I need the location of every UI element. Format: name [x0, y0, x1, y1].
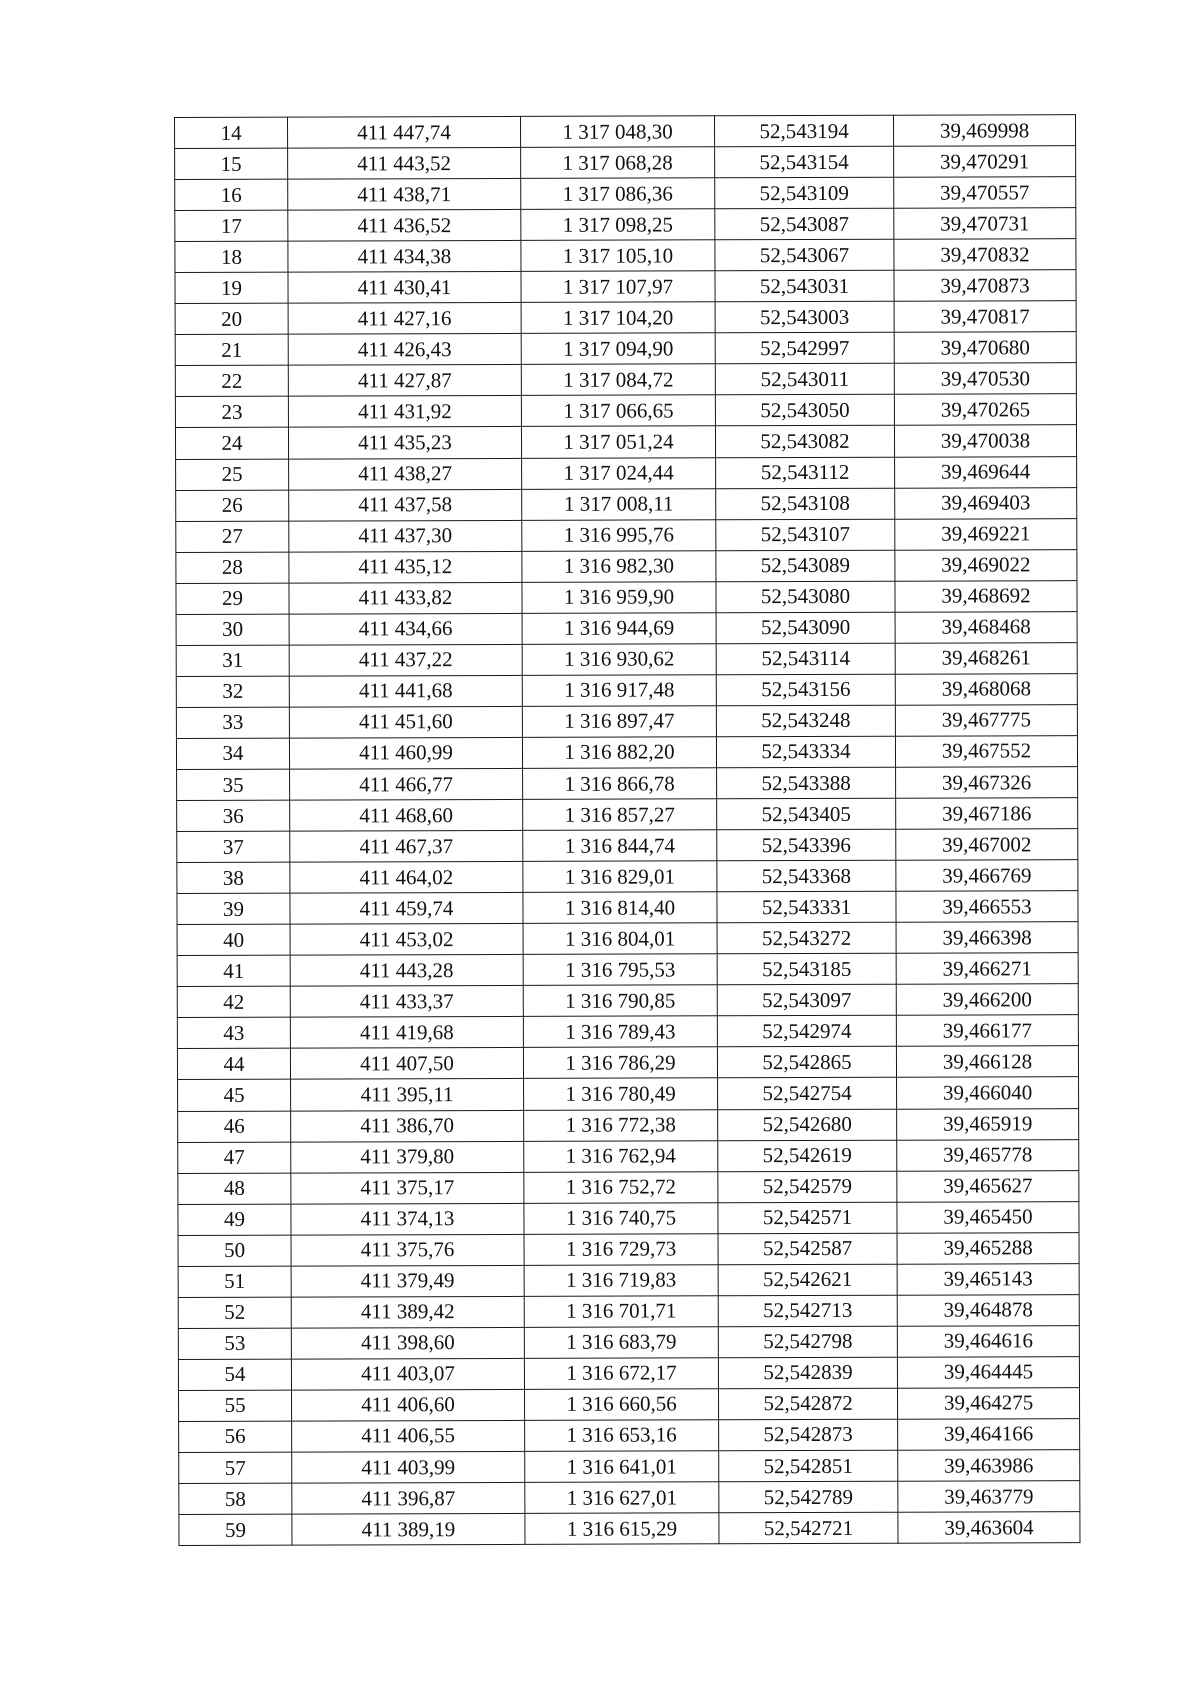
point-number-cell: 40 — [177, 924, 290, 955]
longitude-cell: 39,464166 — [898, 1419, 1080, 1451]
point-number-cell: 20 — [175, 303, 288, 334]
latitude-cell: 52,542839 — [718, 1357, 897, 1389]
longitude-cell: 39,466553 — [896, 891, 1078, 923]
longitude-cell: 39,466200 — [896, 984, 1078, 1016]
point-number-cell: 32 — [176, 676, 289, 707]
x-coordinate-cell: 411 389,42 — [291, 1296, 524, 1328]
latitude-cell: 52,542680 — [718, 1109, 897, 1141]
y-coordinate-cell: 1 316 786,29 — [523, 1047, 717, 1079]
x-coordinate-cell: 411 453,02 — [290, 924, 523, 956]
y-coordinate-cell: 1 316 844,74 — [523, 830, 717, 862]
point-number-cell: 18 — [175, 241, 288, 272]
point-number-cell: 49 — [178, 1204, 291, 1235]
point-number-cell: 46 — [178, 1111, 291, 1142]
longitude-cell: 39,470832 — [894, 239, 1076, 271]
latitude-cell: 52,543089 — [716, 550, 895, 582]
longitude-cell: 39,470731 — [894, 208, 1076, 240]
y-coordinate-cell: 1 316 729,73 — [524, 1233, 718, 1265]
table-row — [178, 1263, 1079, 1297]
longitude-cell: 39,470038 — [894, 425, 1076, 457]
y-coordinate-cell: 1 316 944,69 — [522, 613, 716, 645]
point-number-cell: 29 — [176, 583, 289, 614]
x-coordinate-cell: 411 460,99 — [289, 737, 522, 769]
table-row — [175, 394, 1076, 428]
longitude-cell: 39,465919 — [897, 1108, 1079, 1140]
table-row — [178, 1357, 1079, 1391]
table-row — [176, 456, 1077, 490]
latitude-cell: 52,542587 — [718, 1233, 897, 1265]
x-coordinate-cell: 411 406,55 — [292, 1420, 525, 1452]
y-coordinate-cell: 1 316 790,85 — [523, 985, 717, 1017]
point-number-cell: 23 — [175, 397, 288, 428]
x-coordinate-cell: 411 441,68 — [289, 675, 522, 707]
y-coordinate-cell: 1 316 917,48 — [522, 675, 716, 707]
point-number-cell: 17 — [175, 210, 288, 241]
longitude-cell: 39,468692 — [895, 580, 1077, 612]
latitude-cell: 52,543087 — [715, 208, 894, 240]
point-number-cell: 22 — [175, 366, 288, 397]
point-number-cell: 59 — [179, 1514, 292, 1545]
x-coordinate-cell: 411 443,52 — [288, 147, 521, 179]
longitude-cell: 39,469022 — [895, 549, 1077, 581]
y-coordinate-cell: 1 317 104,20 — [521, 302, 715, 334]
longitude-cell: 39,469221 — [895, 518, 1077, 550]
x-coordinate-cell: 411 467,37 — [290, 830, 523, 862]
longitude-cell: 39,466398 — [896, 922, 1078, 954]
latitude-cell: 52,543050 — [715, 395, 894, 427]
longitude-cell: 39,466177 — [896, 1015, 1078, 1047]
point-number-cell: 35 — [177, 769, 290, 800]
x-coordinate-cell: 411 407,50 — [290, 1048, 523, 1080]
table-row — [175, 270, 1076, 304]
x-coordinate-cell: 411 434,38 — [288, 241, 521, 273]
point-number-cell: 16 — [175, 179, 288, 210]
latitude-cell: 52,543082 — [715, 426, 894, 458]
latitude-cell: 52,542619 — [718, 1140, 897, 1172]
x-coordinate-cell: 411 403,99 — [292, 1451, 525, 1483]
point-number-cell: 57 — [179, 1452, 292, 1483]
table-row — [179, 1512, 1080, 1546]
x-coordinate-cell: 411 403,07 — [291, 1358, 524, 1390]
point-number-cell: 39 — [177, 893, 290, 924]
y-coordinate-cell: 1 317 068,28 — [521, 147, 715, 179]
latitude-cell: 52,542789 — [719, 1481, 898, 1513]
x-coordinate-cell: 411 464,02 — [290, 862, 523, 894]
x-coordinate-cell: 411 426,43 — [288, 334, 521, 366]
latitude-cell: 52,543114 — [716, 643, 895, 675]
table-row — [176, 611, 1077, 645]
table-row — [176, 674, 1077, 708]
table-row — [175, 239, 1076, 273]
latitude-cell: 52,543405 — [717, 798, 896, 830]
x-coordinate-cell: 411 379,80 — [291, 1141, 524, 1173]
table-row — [177, 953, 1078, 987]
table-row — [178, 1232, 1079, 1266]
longitude-cell: 39,464878 — [897, 1294, 1079, 1326]
latitude-cell: 52,543097 — [717, 985, 896, 1017]
x-coordinate-cell: 411 427,16 — [288, 303, 521, 335]
longitude-cell: 39,470530 — [894, 363, 1076, 395]
table-row — [177, 922, 1078, 956]
y-coordinate-cell: 1 316 641,01 — [525, 1451, 719, 1483]
latitude-cell: 52,543185 — [717, 954, 896, 986]
x-coordinate-cell: 411 386,70 — [291, 1110, 524, 1142]
longitude-cell: 39,467186 — [896, 798, 1078, 830]
latitude-cell: 52,543112 — [716, 457, 895, 489]
point-number-cell: 24 — [175, 428, 288, 459]
x-coordinate-cell: 411 375,17 — [291, 1172, 524, 1204]
latitude-cell: 52,543272 — [717, 922, 896, 954]
x-coordinate-cell: 411 437,58 — [289, 489, 522, 521]
x-coordinate-cell: 411 434,66 — [289, 613, 522, 645]
x-coordinate-cell: 411 437,22 — [289, 644, 522, 676]
x-coordinate-cell: 411 375,76 — [291, 1234, 524, 1266]
y-coordinate-cell: 1 316 829,01 — [523, 861, 717, 893]
x-coordinate-cell: 411 435,12 — [289, 551, 522, 583]
latitude-cell: 52,543003 — [715, 302, 894, 334]
y-coordinate-cell: 1 317 086,36 — [521, 178, 715, 210]
latitude-cell: 52,543194 — [714, 115, 893, 147]
table-row — [177, 860, 1078, 894]
latitude-cell: 52,542721 — [719, 1512, 898, 1544]
x-coordinate-cell: 411 433,37 — [290, 986, 523, 1018]
y-coordinate-cell: 1 317 008,11 — [522, 488, 716, 520]
longitude-cell: 39,464275 — [897, 1388, 1079, 1420]
latitude-cell: 52,542713 — [718, 1295, 897, 1327]
point-number-cell: 42 — [177, 986, 290, 1017]
point-number-cell: 43 — [177, 1017, 290, 1048]
latitude-cell: 52,543080 — [716, 581, 895, 613]
coordinates-table-body — [175, 115, 1080, 1546]
y-coordinate-cell: 1 316 660,56 — [524, 1389, 718, 1421]
latitude-cell: 52,542798 — [718, 1326, 897, 1358]
table-row — [178, 1201, 1079, 1235]
longitude-cell: 39,468261 — [895, 642, 1077, 674]
longitude-cell: 39,463779 — [898, 1481, 1080, 1513]
point-number-cell: 21 — [175, 334, 288, 365]
table-row — [175, 208, 1076, 242]
y-coordinate-cell: 1 316 995,76 — [522, 519, 716, 551]
x-coordinate-cell: 411 437,30 — [289, 520, 522, 552]
table-row — [177, 891, 1078, 925]
y-coordinate-cell: 1 316 789,43 — [523, 1016, 717, 1048]
latitude-cell: 52,543156 — [716, 674, 895, 706]
table-row — [175, 146, 1076, 180]
table-row — [177, 829, 1078, 863]
table-row — [178, 1139, 1079, 1173]
x-coordinate-cell: 411 395,11 — [291, 1079, 524, 1111]
table-row — [176, 580, 1077, 614]
table-row — [179, 1450, 1080, 1484]
point-number-cell: 58 — [179, 1483, 292, 1514]
y-coordinate-cell: 1 317 084,72 — [521, 364, 715, 396]
y-coordinate-cell: 1 316 982,30 — [522, 550, 716, 582]
table-row — [175, 425, 1076, 459]
table-row — [179, 1481, 1080, 1515]
table-row — [175, 301, 1076, 335]
point-number-cell: 45 — [178, 1080, 291, 1111]
point-number-cell: 26 — [176, 490, 289, 521]
latitude-cell: 52,543109 — [715, 177, 894, 209]
y-coordinate-cell: 1 316 857,27 — [523, 799, 717, 831]
longitude-cell: 39,464445 — [897, 1357, 1079, 1389]
y-coordinate-cell: 1 316 804,01 — [523, 923, 717, 955]
x-coordinate-cell: 411 379,49 — [291, 1265, 524, 1297]
longitude-cell: 39,463604 — [898, 1512, 1080, 1544]
longitude-cell: 39,465288 — [897, 1232, 1079, 1264]
latitude-cell: 52,543368 — [717, 860, 896, 892]
table-row — [176, 487, 1077, 521]
y-coordinate-cell: 1 317 105,10 — [521, 240, 715, 272]
table-row — [177, 1015, 1078, 1049]
y-coordinate-cell: 1 317 107,97 — [521, 271, 715, 303]
y-coordinate-cell: 1 316 653,16 — [525, 1420, 719, 1452]
y-coordinate-cell: 1 316 672,17 — [524, 1358, 718, 1390]
table-row — [175, 363, 1076, 397]
longitude-cell: 39,467775 — [895, 705, 1077, 737]
latitude-cell: 52,543331 — [717, 891, 896, 923]
table-row — [176, 518, 1077, 552]
point-number-cell: 51 — [178, 1266, 291, 1297]
latitude-cell: 52,543107 — [716, 519, 895, 551]
longitude-cell: 39,463986 — [898, 1450, 1080, 1482]
x-coordinate-cell: 411 389,19 — [292, 1514, 525, 1546]
point-number-cell: 19 — [175, 272, 288, 303]
x-coordinate-cell: 411 430,41 — [288, 272, 521, 304]
table-row — [175, 115, 1076, 149]
table-row — [177, 798, 1078, 832]
point-number-cell: 48 — [178, 1173, 291, 1204]
latitude-cell: 52,542865 — [717, 1047, 896, 1079]
longitude-cell: 39,467326 — [896, 767, 1078, 799]
x-coordinate-cell: 411 406,60 — [292, 1389, 525, 1421]
y-coordinate-cell: 1 316 930,62 — [522, 644, 716, 676]
point-number-cell: 53 — [178, 1328, 291, 1359]
table-row — [175, 332, 1076, 366]
latitude-cell: 52,543031 — [715, 270, 894, 302]
x-coordinate-cell: 411 435,23 — [288, 427, 521, 459]
latitude-cell: 52,542851 — [719, 1450, 898, 1482]
y-coordinate-cell: 1 316 752,72 — [524, 1171, 718, 1203]
y-coordinate-cell: 1 316 701,71 — [524, 1296, 718, 1328]
x-coordinate-cell: 411 468,60 — [290, 799, 523, 831]
point-number-cell: 33 — [176, 707, 289, 738]
longitude-cell: 39,466128 — [896, 1046, 1078, 1078]
latitude-cell: 52,543067 — [715, 239, 894, 271]
x-coordinate-cell: 411 438,27 — [289, 458, 522, 490]
latitude-cell: 52,542579 — [718, 1171, 897, 1203]
y-coordinate-cell: 1 316 719,83 — [524, 1265, 718, 1297]
latitude-cell: 52,543011 — [715, 364, 894, 396]
y-coordinate-cell: 1 316 882,20 — [522, 737, 716, 769]
y-coordinate-cell: 1 316 897,47 — [522, 706, 716, 738]
y-coordinate-cell: 1 317 094,90 — [521, 333, 715, 365]
longitude-cell: 39,468468 — [895, 611, 1077, 643]
longitude-cell: 39,468068 — [895, 674, 1077, 706]
point-number-cell: 50 — [178, 1235, 291, 1266]
longitude-cell: 39,470873 — [894, 270, 1076, 302]
table-row — [178, 1294, 1079, 1328]
latitude-cell: 52,542997 — [715, 333, 894, 365]
longitude-cell: 39,469403 — [895, 487, 1077, 519]
y-coordinate-cell: 1 316 959,90 — [522, 582, 716, 614]
x-coordinate-cell: 411 447,74 — [288, 116, 521, 148]
latitude-cell: 52,542974 — [717, 1016, 896, 1048]
table-row — [179, 1388, 1080, 1422]
table-row — [178, 1325, 1079, 1359]
latitude-cell: 52,543090 — [716, 612, 895, 644]
x-coordinate-cell: 411 433,82 — [289, 582, 522, 614]
x-coordinate-cell: 411 443,28 — [290, 955, 523, 987]
y-coordinate-cell: 1 317 066,65 — [521, 395, 715, 427]
x-coordinate-cell: 411 427,87 — [288, 365, 521, 397]
point-number-cell: 54 — [178, 1359, 291, 1390]
latitude-cell: 52,543248 — [716, 705, 895, 737]
latitude-cell: 52,543396 — [717, 829, 896, 861]
y-coordinate-cell: 1 317 048,30 — [520, 116, 714, 148]
x-coordinate-cell: 411 396,87 — [292, 1482, 525, 1514]
longitude-cell: 39,466271 — [896, 953, 1078, 985]
longitude-cell: 39,470291 — [894, 146, 1076, 178]
table-row — [177, 1046, 1078, 1080]
point-number-cell: 15 — [175, 148, 288, 179]
x-coordinate-cell: 411 431,92 — [288, 396, 521, 428]
y-coordinate-cell: 1 316 740,75 — [524, 1202, 718, 1234]
longitude-cell: 39,465627 — [897, 1170, 1079, 1202]
coordinates-table — [174, 114, 1080, 1546]
latitude-cell: 52,542873 — [719, 1419, 898, 1451]
table-row — [176, 642, 1077, 676]
y-coordinate-cell: 1 316 683,79 — [524, 1327, 718, 1359]
y-coordinate-cell: 1 316 780,49 — [524, 1078, 718, 1110]
point-number-cell: 30 — [176, 614, 289, 645]
point-number-cell: 36 — [177, 800, 290, 831]
latitude-cell: 52,543154 — [715, 146, 894, 178]
longitude-cell: 39,469998 — [893, 115, 1075, 147]
table-row — [179, 1419, 1080, 1453]
point-number-cell: 25 — [176, 459, 289, 490]
point-number-cell: 55 — [179, 1390, 292, 1421]
longitude-cell: 39,469644 — [895, 456, 1077, 488]
y-coordinate-cell: 1 317 098,25 — [521, 209, 715, 241]
x-coordinate-cell: 411 374,13 — [291, 1203, 524, 1235]
x-coordinate-cell: 411 451,60 — [289, 706, 522, 738]
table-row — [178, 1108, 1079, 1142]
x-coordinate-cell: 411 436,52 — [288, 210, 521, 242]
latitude-cell: 52,543388 — [717, 767, 896, 799]
point-number-cell: 56 — [179, 1421, 292, 1452]
point-number-cell: 44 — [177, 1049, 290, 1080]
latitude-cell: 52,543334 — [716, 736, 895, 768]
longitude-cell: 39,465143 — [897, 1263, 1079, 1295]
point-number-cell: 28 — [176, 552, 289, 583]
table-row — [176, 736, 1077, 770]
longitude-cell: 39,465450 — [897, 1201, 1079, 1233]
x-coordinate-cell: 411 398,60 — [291, 1327, 524, 1359]
latitude-cell: 52,542872 — [718, 1388, 897, 1420]
table-row — [177, 767, 1078, 801]
point-number-cell: 41 — [177, 955, 290, 986]
table-row — [178, 1077, 1079, 1111]
table-row — [175, 177, 1076, 211]
y-coordinate-cell: 1 316 814,40 — [523, 892, 717, 924]
point-number-cell: 34 — [176, 738, 289, 769]
x-coordinate-cell: 411 466,77 — [290, 768, 523, 800]
y-coordinate-cell: 1 316 772,38 — [524, 1109, 718, 1141]
table-row — [178, 1170, 1079, 1204]
y-coordinate-cell: 1 317 051,24 — [521, 426, 715, 458]
longitude-cell: 39,470557 — [894, 177, 1076, 209]
longitude-cell: 39,466040 — [897, 1077, 1079, 1109]
table-row — [176, 705, 1077, 739]
x-coordinate-cell: 411 419,68 — [290, 1017, 523, 1049]
point-number-cell: 14 — [175, 117, 288, 148]
point-number-cell: 52 — [178, 1297, 291, 1328]
longitude-cell: 39,465778 — [897, 1139, 1079, 1171]
point-number-cell: 27 — [176, 521, 289, 552]
latitude-cell: 52,542571 — [718, 1202, 897, 1234]
y-coordinate-cell: 1 316 615,29 — [525, 1513, 719, 1545]
longitude-cell: 39,467002 — [896, 829, 1078, 861]
y-coordinate-cell: 1 316 866,78 — [523, 768, 717, 800]
y-coordinate-cell: 1 316 762,94 — [524, 1140, 718, 1172]
y-coordinate-cell: 1 316 795,53 — [523, 954, 717, 986]
point-number-cell: 31 — [176, 645, 289, 676]
point-number-cell: 37 — [177, 831, 290, 862]
point-number-cell: 47 — [178, 1142, 291, 1173]
x-coordinate-cell: 411 459,74 — [290, 893, 523, 925]
longitude-cell: 39,467552 — [895, 736, 1077, 768]
latitude-cell: 52,542754 — [718, 1078, 897, 1110]
y-coordinate-cell: 1 316 627,01 — [525, 1482, 719, 1514]
longitude-cell: 39,470680 — [894, 332, 1076, 364]
latitude-cell: 52,543108 — [716, 488, 895, 520]
table-row — [176, 549, 1077, 583]
table-row — [177, 984, 1078, 1018]
longitude-cell: 39,466769 — [896, 860, 1078, 892]
longitude-cell: 39,470265 — [894, 394, 1076, 426]
latitude-cell: 52,542621 — [718, 1264, 897, 1296]
longitude-cell: 39,470817 — [894, 301, 1076, 333]
y-coordinate-cell: 1 317 024,44 — [522, 457, 716, 489]
point-number-cell: 38 — [177, 862, 290, 893]
longitude-cell: 39,464616 — [897, 1325, 1079, 1357]
x-coordinate-cell: 411 438,71 — [288, 179, 521, 211]
